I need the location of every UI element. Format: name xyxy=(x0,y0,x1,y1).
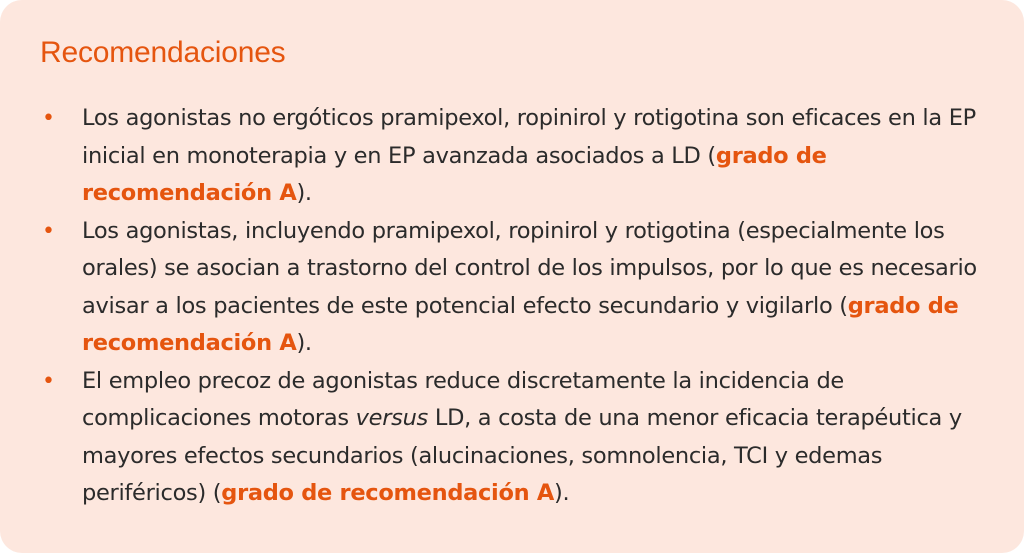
recommendation-grade: grado de recomendación A xyxy=(82,142,827,206)
bullet-icon: • xyxy=(42,106,55,131)
item-text-end: ). xyxy=(553,480,570,506)
bullet-icon: • xyxy=(42,218,55,244)
item-text-continued: LD, a costa de una menor eficacia terapéutica y mayores efectos secundarios (alucinaciones, somnolencia, TCI y edemas periféricos) ( xyxy=(82,405,962,506)
recommendation-grade: grado de recomendación A xyxy=(221,480,554,506)
item-text: El empleo precoz de agonistas reduce discretamente la incidencia de complicaciones motoras xyxy=(82,367,844,431)
item-text: Los agonistas no ergóticos pramipexol, ropinirol y rotigotina son eficaces en la EP inicial en monoterapia y en EP avanzada asociados a LD ( xyxy=(82,105,976,169)
recommendations-list xyxy=(40,100,984,513)
bullet-icon: • xyxy=(42,368,55,394)
list-item xyxy=(40,363,984,513)
list-item xyxy=(40,100,984,213)
item-text-end: ). xyxy=(296,330,312,356)
list-item xyxy=(40,213,984,363)
box-title: Recomendaciones xyxy=(40,36,286,69)
item-text: Los agonistas, incluyendo pramipexol, ropinirol y rotigotina (especialmente los orales) se asocian a trastorno del control de los impulsos, por lo que es necesario avisar a los pacientes de este potencial efecto secundario y vigilarlo ( xyxy=(82,217,977,319)
recommendation-grade: grado de recomendación A xyxy=(82,292,959,356)
item-text-italic: versus xyxy=(355,405,428,431)
item-text-end: ). xyxy=(296,180,312,206)
